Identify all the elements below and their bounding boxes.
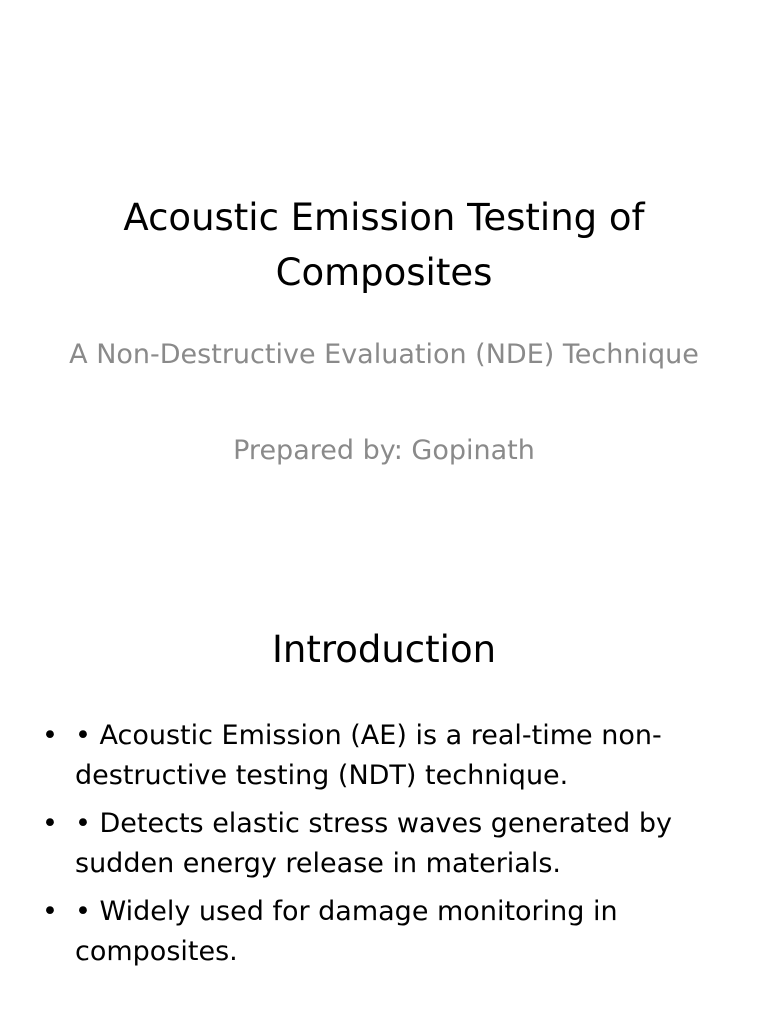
bullet-marker: • (42, 720, 58, 751)
bullet-item (42, 716, 692, 796)
bullet-text: • Detects elastic stress waves generated by sudden energy release in materials. (75, 808, 672, 879)
slide-subtitle (60, 334, 708, 471)
bullet-item (42, 892, 692, 972)
bullet-marker: • (42, 896, 58, 927)
introduction-bullet-list (42, 716, 692, 980)
bullet-marker: • (42, 808, 58, 839)
bullet-text: • Acoustic Emission (AE) is a real-time non-destructive testing (NDT) technique. (75, 720, 662, 791)
slide-title: Acoustic Emission Testing of Composites (123, 196, 645, 294)
subtitle-author: Prepared by: Gopinath (233, 435, 535, 466)
bullet-text: • Widely used for damage monitoring in composites. (75, 896, 618, 967)
bullet-item (42, 804, 692, 884)
introduction-slide (0, 576, 768, 1024)
introduction-heading: Introduction (271, 628, 497, 671)
subtitle-technique: A Non-Destructive Evaluation (NDE) Technique (69, 339, 699, 370)
subtitle-spacer (60, 375, 708, 430)
